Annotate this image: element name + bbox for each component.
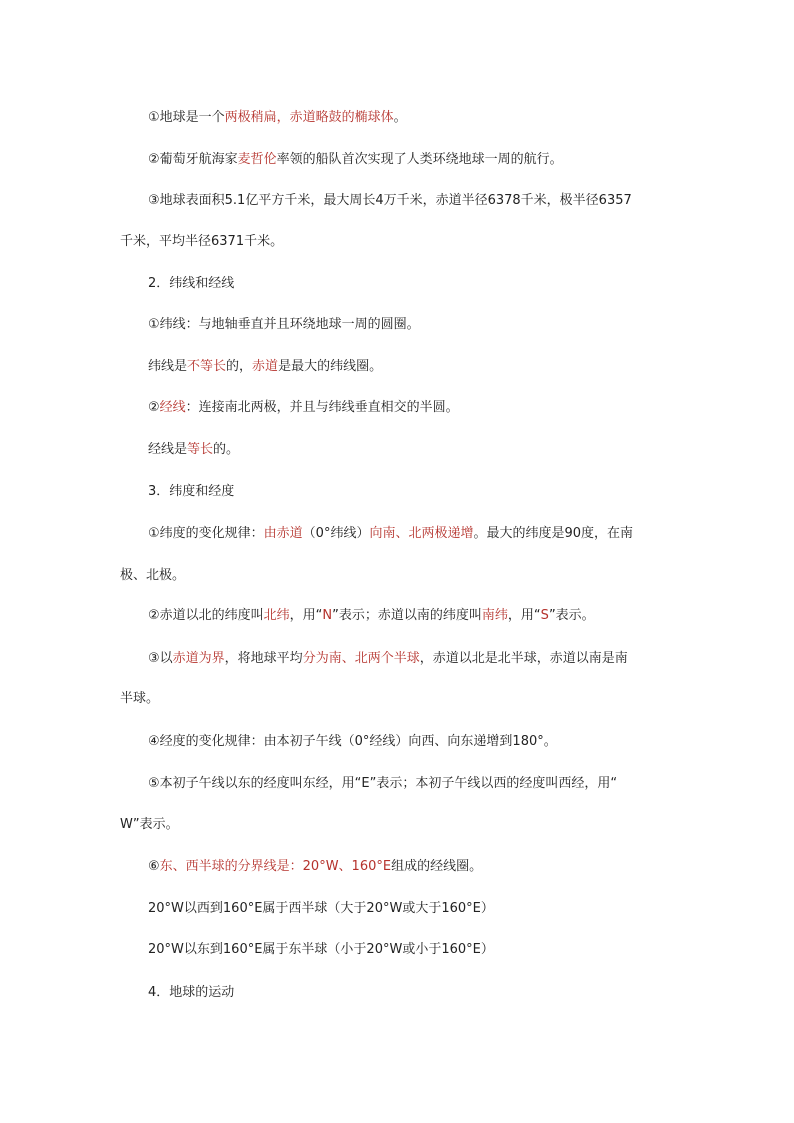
highlighted-text: 等长 (187, 442, 214, 457)
highlighted-text: S (540, 608, 549, 623)
paragraph-longitude-line (148, 398, 688, 418)
text-segment: 20°W以东到160°E属于东半球（小于20°W或小于160°E） (148, 942, 494, 957)
text-segment: 3．纬度和经度 (148, 484, 235, 499)
text-segment: 半球。 (120, 691, 160, 706)
text-segment: 是最大的纬线圈。 (278, 359, 383, 374)
highlighted-text: 向南、北两极递增 (369, 526, 474, 541)
text-segment: 经线是 (148, 442, 188, 457)
highlighted-text: 不等长 (187, 359, 227, 374)
text-segment: 。 (393, 110, 407, 125)
paragraph-east-west-longitude-cont (120, 815, 660, 835)
text-segment: ②赤道以北的纬度叫 (148, 608, 264, 623)
highlighted-text: 东、西半球的分界线是：20°W、160°E (159, 859, 392, 874)
text-segment: ，用“ (289, 608, 323, 623)
highlighted-text: 赤道为界 (172, 651, 225, 666)
paragraph-longitude-length (148, 440, 688, 460)
paragraph-hemispheres-ns (148, 649, 688, 669)
text-segment: ，用“ (507, 608, 541, 623)
text-segment: 纬线是 (148, 359, 188, 374)
text-segment: ：连接南北两极，并且与纬线垂直相交的半圆。 (185, 400, 459, 415)
text-segment: ，赤道以北是北半球，赤道以南是南 (419, 651, 628, 666)
text-segment: 4．地球的运动 (148, 985, 235, 1000)
text-segment: ③以 (148, 651, 173, 666)
highlighted-text: 两极稍扁，赤道略鼓的椭球体 (224, 110, 394, 125)
highlighted-text: 分为南、北两个半球 (302, 651, 420, 666)
paragraph-north-south-latitude (148, 606, 688, 626)
paragraph-eastern-hemisphere (148, 940, 688, 960)
text-segment: ④经度的变化规律：由本初子午线（0°经线）向西、向东递增到180°。 (148, 734, 557, 749)
text-segment: 的， (226, 359, 253, 374)
text-segment: ⑤本初子午线以东的经度叫东经，用“E”表示；本初子午线以西的经度叫西经，用“ (148, 776, 618, 791)
text-segment: 2．纬线和经线 (148, 276, 235, 291)
text-segment: 千米，平均半径6371千米。 (120, 234, 284, 249)
paragraph-latitude-rule (148, 524, 688, 544)
paragraph-longitude-rule (148, 732, 688, 752)
paragraph-western-hemisphere (148, 899, 688, 919)
heading-earth-motion (148, 983, 688, 1003)
text-segment: 的。 (213, 442, 240, 457)
highlighted-text: 南纬 (481, 608, 508, 623)
text-segment: ⑥ (148, 859, 160, 874)
text-segment: ”表示；赤道以南的纬度叫 (332, 608, 482, 623)
text-segment: ”表示。 (548, 608, 595, 623)
text-segment: （0°纬线） (302, 526, 370, 541)
paragraph-hemispheres-ns-cont (120, 689, 660, 709)
text-segment: ，将地球平均 (224, 651, 303, 666)
text-segment: 率领的船队首次实现了人类环绕地球一周的航行。 (276, 152, 563, 167)
text-segment: ①纬线：与地轴垂直并且环绕地球一周的圆圈。 (148, 317, 420, 332)
text-segment: 组成的经线圈。 (391, 859, 483, 874)
text-segment: W”表示。 (120, 817, 179, 832)
paragraph-east-west-longitude (148, 774, 688, 794)
highlighted-text: 麦哲伦 (237, 152, 277, 167)
paragraph-hemisphere-boundary (148, 857, 688, 877)
text-segment: 。最大的纬度是90度，在南 (473, 526, 634, 541)
paragraph-earth-size-cont (120, 232, 660, 252)
text-segment: ③地球表面积5.1亿平方千米，最大周长4万千米，赤道半径6378千米，极半径6357 (148, 193, 632, 208)
paragraph-shape (148, 108, 688, 128)
paragraph-circumnavigation (148, 150, 688, 170)
highlighted-text: 北纬 (263, 608, 290, 623)
text-segment: 20°W以西到160°E属于西半球（大于20°W或大于160°E） (148, 901, 494, 916)
highlighted-text: 赤道 (252, 359, 279, 374)
text-segment: 极、北极。 (120, 568, 186, 583)
highlighted-text: 由赤道 (263, 526, 303, 541)
text-segment: ①地球是一个 (148, 110, 225, 125)
heading-latitude-longitude (148, 482, 688, 502)
highlighted-text: N (322, 608, 333, 623)
paragraph-earth-size (148, 191, 688, 211)
text-segment: ①纬度的变化规律： (148, 526, 264, 541)
paragraph-latitude-line (148, 315, 688, 335)
text-segment: ②葡萄牙航海家 (148, 152, 238, 167)
text-segment: ② (148, 400, 160, 415)
heading-latitude-longitude-lines (148, 274, 688, 294)
paragraph-latitude-rule-cont (120, 566, 660, 586)
highlighted-text: 经线 (159, 400, 186, 415)
paragraph-latitude-length (148, 357, 688, 377)
